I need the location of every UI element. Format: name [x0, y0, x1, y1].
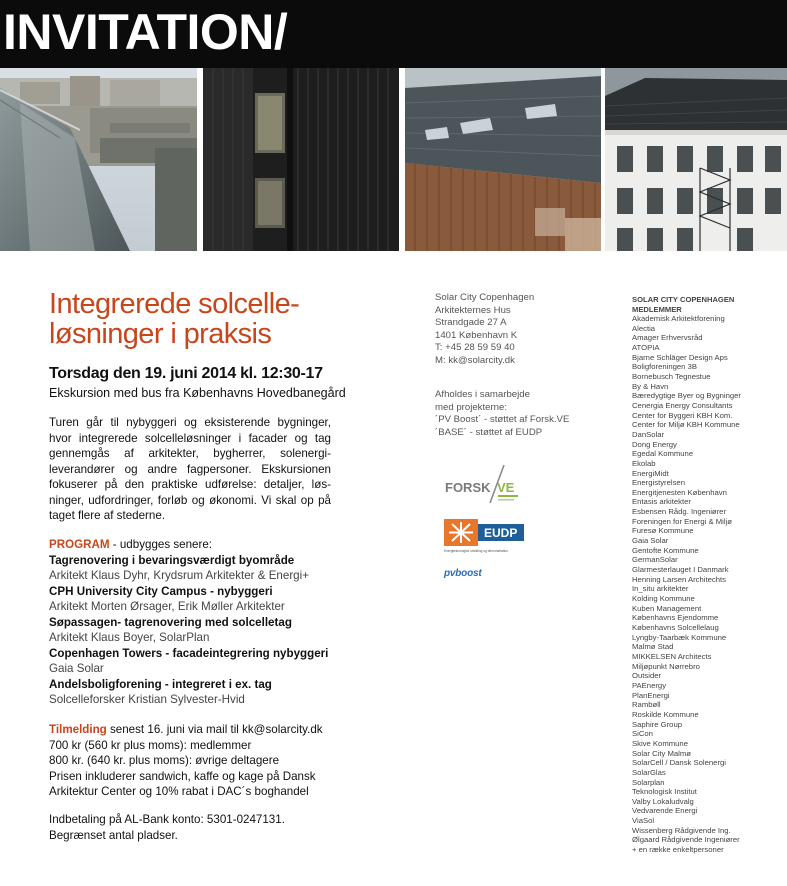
member-item: Københavns Ejendomme — [632, 613, 719, 623]
member-item: In_situ arkitekter — [632, 584, 689, 594]
cooperation-line: ´BASE´ - støttet af EUDP — [435, 426, 543, 438]
contact-email: M: kk@solarcity.dk — [435, 354, 515, 366]
member-item: EnergiMidt — [632, 468, 669, 478]
program-label-suffix: - udbygges senere: — [109, 538, 213, 551]
member-item: Rambøll — [632, 700, 661, 710]
cooperation-line: Afholdes i samarbejde — [435, 389, 530, 400]
member-item: Lyngby-Taarbæk Kommune — [632, 632, 727, 642]
intro-paragraph: Turen går til nybyggeri og eksisterende bygninger, hvor integrerede solcelleløsninger i facader og tag gennemgås af arkitekter, bygherrer, solenergi-leverandører og andre fagpersoner. Ekskursionen fokuserer på den praktiske udførelse: detaljer, løs-ninger, udfordringer, forløb og økonomi. Vi skal op på taget flere af stederne. — [49, 416, 331, 522]
member-item: Roskilde Kommune — [632, 709, 699, 719]
contact-line: 1401 København K — [435, 329, 518, 341]
member-item: ATOPIA — [632, 342, 660, 352]
signup-heading — [49, 722, 349, 738]
member-item: Akademisk Arkitektforening — [632, 314, 725, 323]
member-item: Gentofte Kommune — [632, 545, 699, 555]
member-item: Entasis arkitekter — [632, 497, 691, 507]
member-item: GermanSolar — [632, 555, 678, 565]
member-item: Glarmesterlauget I Danmark — [632, 565, 729, 575]
member-item: Egedal Kommune — [632, 449, 694, 459]
member-item: DanSolar — [632, 429, 665, 439]
member-item: Alectia — [632, 323, 656, 333]
member-item: MIKKELSEN Architects — [632, 651, 712, 661]
member-item: Gaia Solar — [632, 536, 669, 546]
member-item: Amager Erhvervsråd — [632, 333, 703, 343]
member-item: Bæredygtige Byer og Bygninger — [632, 391, 741, 401]
contact-line: Arkitekternes Hus — [435, 304, 511, 316]
event-date: Torsdag den 19. juni 2014 kl. 12:30-17 — [49, 365, 323, 382]
signup-section — [49, 722, 349, 800]
member-item: + en række enkeltpersoner — [632, 845, 724, 855]
payment-section — [49, 812, 349, 843]
member-item: Saphire Group — [632, 719, 682, 729]
program-item-speaker: Arkitekt Morten Ørsager, Erik Møller Arkitekter — [49, 600, 285, 613]
member-item: Center for Byggeri KBH Kom. — [632, 410, 733, 420]
program-item-speaker: Gaia Solar — [49, 662, 104, 675]
solar-roof-photo — [405, 68, 601, 251]
member-item: Solarplan — [632, 777, 665, 787]
price-includes: Prisen inkluderer sandwich, kaffe og kage på Dansk Arkitektur Center og 10% rabat i DAC´s boghandel — [49, 769, 316, 798]
member-item: Center for Miljø KBH Kommune — [632, 420, 740, 430]
member-item: By & Havn — [632, 381, 669, 391]
member-item: Bornebusch Tegnestue — [632, 371, 711, 381]
member-item: Ølgaard Rådgivende Ingeniører — [632, 835, 740, 845]
member-item: Kolding Kommune — [632, 594, 695, 604]
price-others: 800 kr. (640 kr. plus moms): øvrige deltagere — [49, 754, 280, 767]
classic-building-photo — [605, 68, 787, 251]
program-item-title: Tagrenovering i bevaringsværdigt byområde — [49, 553, 295, 567]
member-item: Henning Larsen Architechts — [632, 574, 727, 584]
member-item: SolarCell / Dansk Solenergi — [632, 758, 727, 768]
member-item: Teknologisk Institut — [632, 787, 697, 797]
contact-line: Solar City Copenhagen — [435, 292, 535, 303]
program-item-speaker: Arkitekt Klaus Dyhr, Krydsrum Arkitekter & Energi+ — [49, 569, 309, 582]
member-item: Dong Energy — [632, 439, 677, 449]
headline: Integrerede solcelle-løsninger i praksis — [49, 288, 300, 350]
program-item-speaker: Arkitekt Klaus Boyer, SolarPlan — [49, 631, 210, 644]
program-item-speaker: Solcelleforsker Kristian Sylvester-Hvid — [49, 693, 245, 706]
member-item: ViaSol — [632, 816, 655, 826]
eudp-tagline: Energiteknologisk udvikling og demonstration — [444, 549, 508, 553]
member-item: Vedvarende Energi — [632, 806, 698, 816]
member-item: Esbensen Rådg. Ingeniører — [632, 507, 727, 517]
member-item: Malmø Stad — [632, 642, 674, 652]
member-item: Ekolab — [632, 458, 656, 468]
program-item-title: CPH University City Campus - nybyggeri — [49, 584, 273, 598]
member-item: Outsider — [632, 671, 662, 681]
program-section — [49, 537, 369, 708]
member-item: Furesø Kommune — [632, 526, 694, 536]
member-item: Energistyrelsen — [632, 478, 685, 488]
members-list — [632, 314, 787, 855]
member-item: Kuben Management — [632, 603, 702, 613]
members-heading: SOLAR CITY COPENHAGEN MEDLEMMER — [632, 295, 735, 314]
bank-account: Indbetaling på AL-Bank konto: 5301-0247131. — [49, 813, 285, 826]
signup-label-suffix: senest 16. juni via mail til kk@solarcity.dk — [106, 723, 323, 736]
forsk-ve-logo — [444, 463, 520, 509]
member-item: Cenergia Energy Consultants — [632, 400, 733, 410]
eudp-logo — [444, 519, 524, 555]
pvboost-logo: pvboost — [444, 568, 482, 579]
program-item-title: Andelsboligforening - integreret i ex. tag — [49, 677, 272, 691]
program-item-title: Søpassagen- tagrenovering med solcelletag — [49, 615, 292, 629]
member-item: Miljøpunkt Nørrebro — [632, 661, 700, 671]
member-item: PlanEnergi — [632, 690, 670, 700]
header-band — [0, 0, 787, 68]
member-item: Boligforeningen 3B — [632, 362, 697, 372]
forsk-text: FORSK — [445, 480, 491, 495]
cooperation-line: med projekterne: — [435, 401, 507, 413]
program-item-title: Copenhagen Towers - facadeintegrering nybyggeri — [49, 646, 329, 660]
solar-facade-photo — [203, 68, 399, 251]
contact-line: Strandgade 27 A — [435, 317, 507, 328]
member-item: PAEnergy — [632, 680, 667, 690]
ve-text: VE — [497, 480, 515, 495]
rooftop-city-photo — [0, 68, 197, 251]
member-item: SolarGlas — [632, 767, 666, 777]
program-heading — [49, 537, 369, 553]
event-subtitle: Ekskursion med bus fra Københavns Hovedbanegård — [49, 386, 346, 400]
limited-seats: Begrænset antal pladser. — [49, 828, 178, 842]
member-item: Wissenberg Rådgivende Ing. — [632, 825, 731, 835]
member-item: Bjarne Schläger Design Aps — [632, 352, 728, 362]
member-item: Energitjenesten København — [632, 487, 727, 497]
member-item: Skive Kommune — [632, 738, 688, 748]
contact-phone: T: +45 28 59 59 40 — [435, 342, 515, 353]
photo-strip — [0, 68, 787, 251]
member-item: SiCon — [632, 729, 653, 739]
member-item: Foreningen for Energi & Miljø — [632, 516, 732, 526]
signup-label: Tilmelding — [49, 723, 107, 736]
contact-block — [435, 292, 605, 367]
member-item: Københavns Solcellelaug — [632, 623, 719, 632]
cooperation-block — [435, 389, 605, 439]
cooperation-line: ´PV Boost´ - støttet af Forsk.VE — [435, 414, 570, 425]
price-members: 700 kr (560 kr plus moms): medlemmer — [49, 738, 252, 752]
program-label: PROGRAM — [49, 538, 110, 551]
eudp-text: EUDP — [484, 526, 518, 540]
member-item: Solar City Malmø — [632, 748, 691, 758]
page-title: INVITATION/ — [3, 4, 288, 60]
member-item: Valby Lokaludvalg — [632, 796, 694, 806]
